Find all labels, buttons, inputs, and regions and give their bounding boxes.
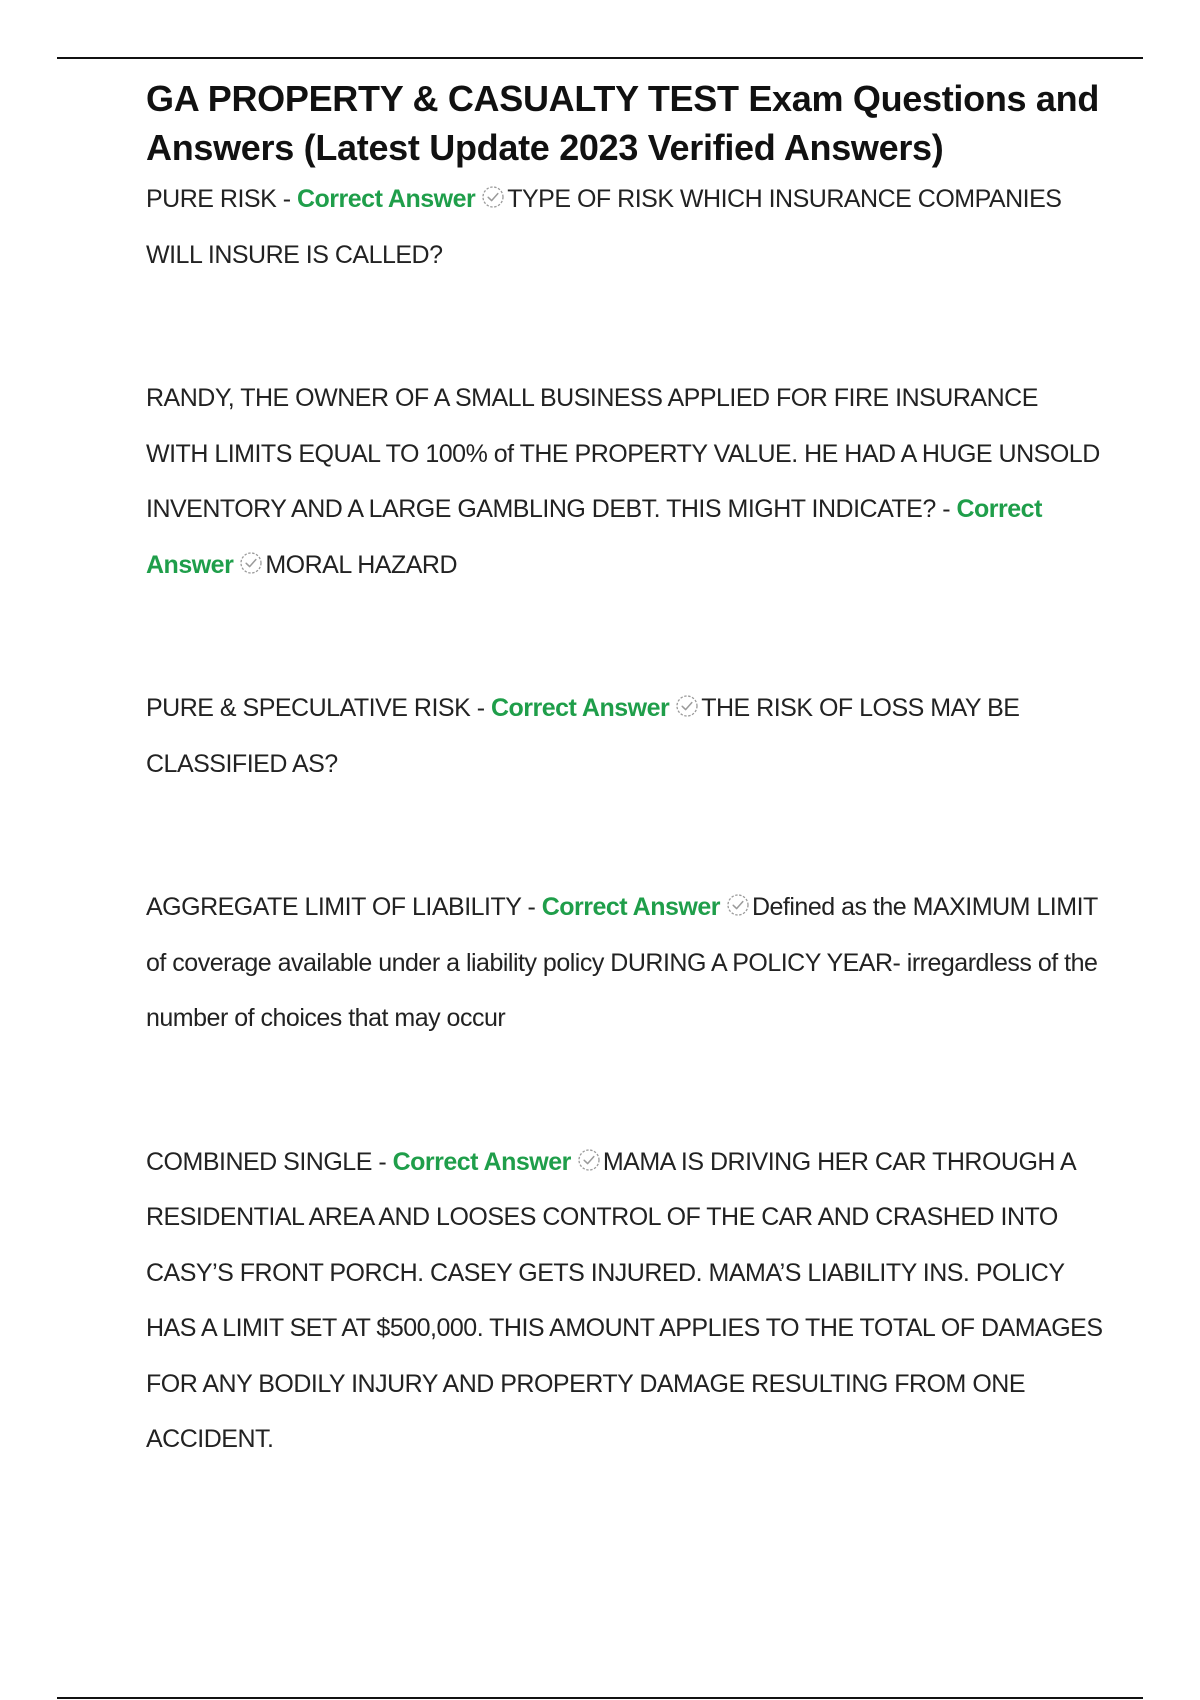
check-badge-icon: [675, 694, 701, 720]
separator: -: [276, 185, 297, 213]
answer-text: MAMA IS DRIVING HER CAR THROUGH A RESIDENTIAL AREA AND LOOSES CONTROL OF THE CAR AND CRASHED INTO CASY’S FRONT PORCH. CASEY GETS INJURED. MAMA’S LIABILITY INS. POLICY HAS A LIMIT SET AT $500,000. THIS AMOUNT APPLIES TO THE TOTAL OF DAMAGES FOR ANY BODILY INJURY AND PROPERTY DAMAGE RESULTING FROM ONE ACCIDENT.: [146, 1147, 1103, 1453]
check-badge-icon: [577, 1148, 603, 1174]
answer-text: MORAL HAZARD: [265, 550, 458, 579]
correct-answer-label: Correct Answer: [490, 694, 670, 722]
check-badge-icon: [726, 893, 752, 919]
qa-entry-4: [146, 880, 1106, 1047]
separator: -: [521, 893, 542, 921]
document-title: GA PROPERTY & CASUALTY TEST Exam Questions and Answers (Latest Update 2023 Verified Answers): [146, 78, 1100, 168]
check-badge-icon: [239, 551, 265, 577]
top-rule: [57, 57, 1143, 59]
correct-answer-label: Correct Answer: [541, 893, 720, 921]
entry-spacer: [146, 283, 1106, 371]
separator: -: [371, 1147, 393, 1176]
question-text: AGGREGATE LIMIT OF LIABILITY: [146, 893, 521, 921]
entry-spacer: [146, 792, 1106, 880]
answer-text: Defined as the MAXIMUM LIMIT of coverage available under a liability policy DURING A POLICY YEAR- irregardless of the number of choices that may occur: [146, 893, 1098, 1032]
qa-entry-3: [146, 681, 1106, 792]
bottom-rule: [57, 1697, 1143, 1699]
document-body: [146, 74, 1106, 1468]
check-badge-icon: [481, 185, 507, 211]
qa-entry-2: [146, 371, 1106, 593]
entry-spacer: [146, 1047, 1106, 1135]
question-text: COMBINED SINGLE: [146, 1147, 372, 1176]
question-text: PURE & SPECULATIVE RISK: [146, 694, 471, 722]
separator: -: [470, 694, 491, 722]
answer-text: THE RISK OF LOSS MAY BE CLASSIFIED AS?: [146, 694, 1020, 778]
correct-answer-label: Correct Answer: [392, 1147, 571, 1176]
correct-answer-label: Correct Answer: [296, 185, 476, 213]
correct-answer-label: Correct Answer: [146, 495, 1042, 579]
question-text: RANDY, THE OWNER OF A SMALL BUSINESS APPLIED FOR FIRE INSURANCE WITH LIMITS EQUAL TO 100% of THE PROPERTY VALUE. HE HAD A HUGE UNSOLD INVENTORY AND A LARGE GAMBLING DEBT. THIS MIGHT INDICATE?: [146, 384, 1100, 523]
entry-spacer: [146, 593, 1106, 681]
answer-text: TYPE OF RISK WHICH INSURANCE COMPANIES WILL INSURE IS CALLED?: [146, 185, 1062, 269]
separator: -: [935, 495, 957, 523]
qa-entry-5: [146, 1135, 1106, 1468]
qa-entry-1: [146, 172, 1106, 283]
question-text: PURE RISK: [146, 185, 277, 213]
